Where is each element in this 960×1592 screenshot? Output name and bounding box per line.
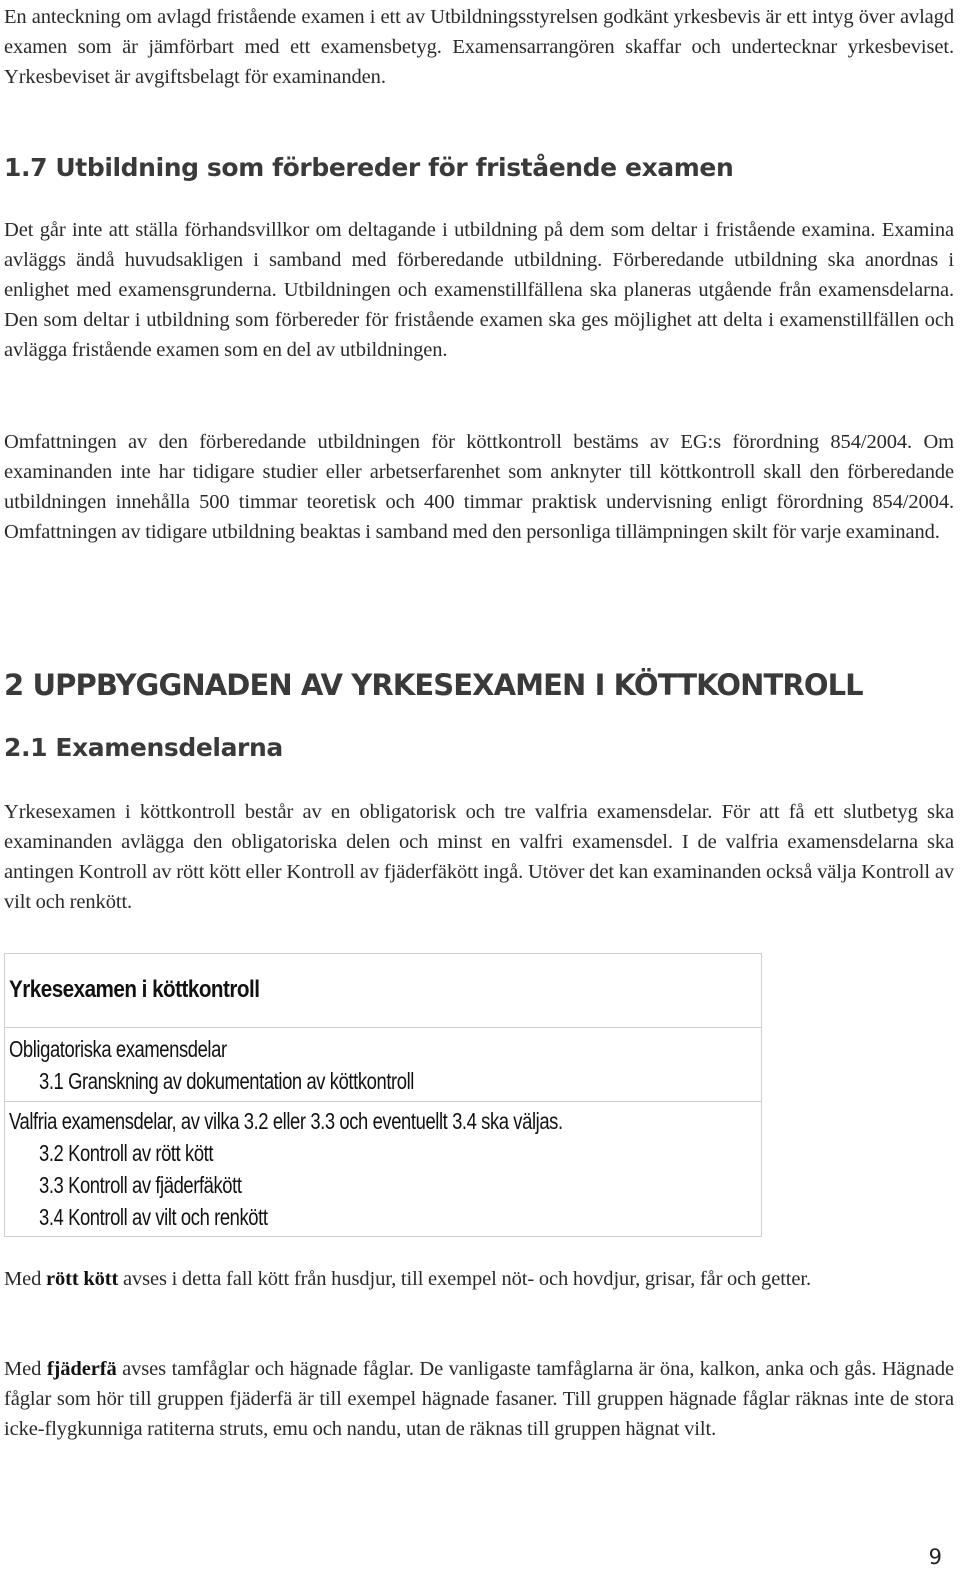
red-meat-term: rött kött	[46, 1268, 119, 1290]
poultry-term: fjäderfä	[46, 1358, 117, 1380]
optional-heading: Valfria examensdelar, av vilka 3.2 eller 3.3 och eventuellt 3.4 ska väljas.	[9, 1108, 563, 1134]
poultry-paragraph: Med fjäderfä avses tamfåglar och hägnade fåglar. De vanligaste tamfåglarna är öna, kalkon, anka och gås. Hägnade fåglar som hör till gruppen fjäderfä är till exempel hägnade fasaner. Till gruppen hägnade fåglar räknas inte de stora icke-flygkunniga ratiterna struts, emu och nandu, utan de räknas till gruppen hägnat vilt.	[4, 1358, 954, 1440]
section-1-7-heading: 1.7 Utbildning som förbereder för fristående examen	[4, 153, 734, 182]
red-meat-paragraph: Med rött kött avses i detta fall kött från husdjur, till exempel nöt- och hovdjur, grisar, får och getter.	[4, 1268, 812, 1290]
section-2-1-heading: 2.1 Examensdelarna	[4, 733, 283, 762]
optional-item: 3.2 Kontroll av rött kött	[39, 1140, 214, 1166]
optional-item: 3.3 Kontroll av fjäderfäkött	[39, 1172, 242, 1198]
optional-parts-row	[5, 1102, 761, 1236]
section-2-heading: 2 UPPBYGGNADEN AV YRKESEXAMEN I KÖTTKONTROLL	[4, 668, 863, 702]
page-number: 9	[928, 1545, 942, 1569]
exam-structure-table	[4, 953, 762, 1237]
intro-paragraph: En anteckning om avlagd fristående examen i ett av Utbildningsstyrelsen godkänt yrkesbevis är ett intyg över avlagd examen som är jämförbart med ett examensbetyg. Examensarrangören skaffar och undertecknar yrkesbeviset. Yrkesbeviset är avgiftsbelagt för examinanden.	[4, 6, 954, 88]
table-title: Yrkesexamen i köttkontroll	[9, 976, 260, 1003]
section-2-1-paragraph: Yrkesexamen i köttkontroll består av en obligatorisk och tre valfria examensdelar. För att få ett slutbetyg ska examinanden avlägga den obligatoriska delen och minst en valfri examensdel. I de valfria examensdelarna ska antingen Kontroll av rött kött eller Kontroll av fjäderfäkött ingå. Utöver det kan examinanden också välja Kontroll av vilt och renkött.	[4, 801, 954, 913]
section-1-7-paragraph-1: Det går inte att ställa förhandsvillkor om deltagande i utbildning på dem som deltar i fristående examina. Examina avläggs ändå huvudsakligen i samband med förberedande utbildning. Förberedande utbildning ska anordnas i enlighet med examensgrunderna. Utbildningen och examenstillfällena ska planeras utgående från examensdelarna. Den som deltar i utbildning som förbereder för fristående examen ska ges möjlighet att delta i examenstillfällen och avlägga fristående examen som en del av utbildningen.	[4, 219, 954, 361]
table-title-row	[5, 954, 761, 1028]
section-1-7-paragraph-2: Omfattningen av den förberedande utbildningen för köttkontroll bestäms av EG:s förordning 854/2004. Om examinanden inte har tidigare studier eller arbetserfarenhet som anknyter till köttkontroll skall den förberedande utbildningen innehålla 500 timmar teoretisk och 400 timmar praktisk undervisning enligt förordning 854/2004. Omfattningen av tidigare utbildning beaktas i samband med den personliga tillämpningen skilt för varje examinand.	[4, 431, 954, 543]
mandatory-item: 3.1 Granskning av dokumentation av köttkontroll	[39, 1068, 414, 1094]
optional-item: 3.4 Kontroll av vilt och renkött	[39, 1204, 268, 1230]
mandatory-parts-row	[5, 1028, 761, 1102]
mandatory-heading: Obligatoriska examensdelar	[9, 1036, 227, 1062]
